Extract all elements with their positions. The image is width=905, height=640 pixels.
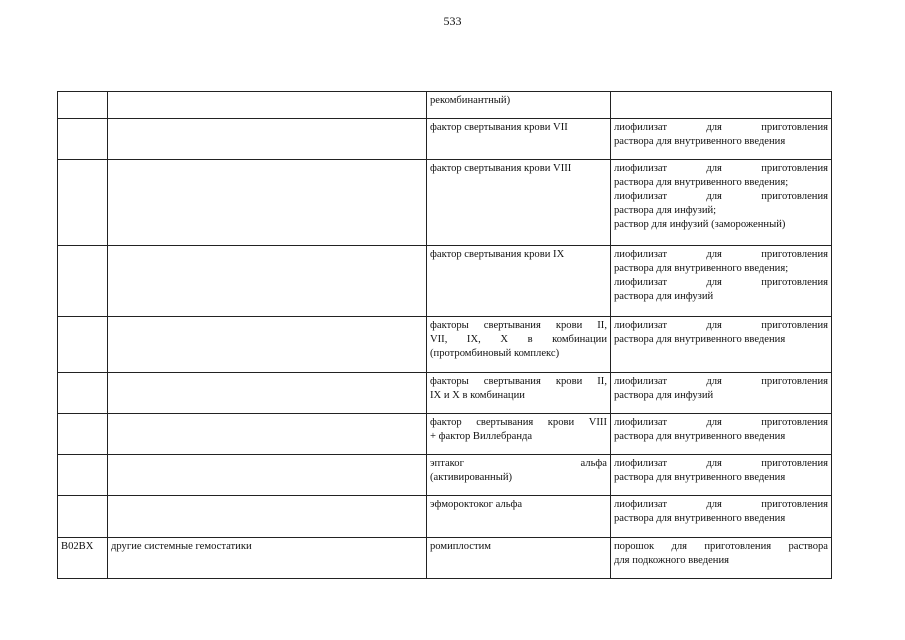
anatomical-group-cell xyxy=(108,373,427,414)
drug-name-cell xyxy=(427,455,611,496)
dosage-form-line: лиофилизат для приготовления xyxy=(614,249,828,260)
table-row xyxy=(58,92,832,119)
dosage-form-line: раствора для внутривенного введения xyxy=(614,431,786,442)
table-row xyxy=(58,496,832,538)
drug-name-line: (активированный) xyxy=(430,472,513,483)
table-row xyxy=(58,317,832,373)
drug-name-line: VII, IX, X в комбинации xyxy=(430,334,607,345)
dosage-form-cell xyxy=(611,496,832,538)
drug-name-line: эптаког альфа xyxy=(430,458,607,469)
anatomical-group-cell xyxy=(108,496,427,538)
table-row xyxy=(58,538,832,579)
anatomical-group-cell: другие системные гемостатики xyxy=(108,538,427,579)
dosage-form-line: раствора для внутривенного введения; xyxy=(614,263,789,274)
dosage-form-line: раствора для внутривенного введения xyxy=(614,136,786,147)
drug-name-cell xyxy=(427,538,611,579)
table-row xyxy=(58,119,832,160)
dosage-form-cell xyxy=(611,92,832,119)
drug-name-line: фактор свертывания крови VIII xyxy=(430,163,572,174)
atc-code-cell xyxy=(58,455,108,496)
anatomical-group-cell xyxy=(108,92,427,119)
anatomical-group-cell xyxy=(108,414,427,455)
table-body xyxy=(58,92,832,579)
dosage-form-cell xyxy=(611,317,832,373)
dosage-form-cell xyxy=(611,119,832,160)
drug-name-line: факторы свертывания крови II, xyxy=(430,320,607,331)
anatomical-group-cell xyxy=(108,160,427,246)
table-row xyxy=(58,414,832,455)
drug-name-line: + фактор Виллебранда xyxy=(430,431,533,442)
dosage-form-line: лиофилизат для приготовления xyxy=(614,122,828,133)
atc-code-cell: B02BX xyxy=(58,538,108,579)
dosage-form-line: лиофилизат для приготовления xyxy=(614,376,828,387)
drug-name-cell xyxy=(427,246,611,317)
dosage-form-cell xyxy=(611,160,832,246)
table-row xyxy=(58,160,832,246)
drug-name-cell xyxy=(427,92,611,119)
drug-name-cell xyxy=(427,414,611,455)
atc-code-cell xyxy=(58,373,108,414)
dosage-form-line: лиофилизат для приготовления xyxy=(614,417,828,428)
atc-code-cell xyxy=(58,414,108,455)
drug-name-line: фактор свертывания крови IX xyxy=(430,249,565,260)
dosage-form-line: лиофилизат для приготовления xyxy=(614,320,828,331)
dosage-form-line: лиофилизат для приготовления xyxy=(614,191,828,202)
dosage-form-line: лиофилизат для приготовления xyxy=(614,458,828,469)
dosage-form-cell xyxy=(611,373,832,414)
drug-name-cell xyxy=(427,119,611,160)
drug-name-line: ромиплостим xyxy=(430,541,491,552)
drug-name-line: факторы свертывания крови II, xyxy=(430,376,607,387)
atc-code-cell xyxy=(58,496,108,538)
dosage-form-line: лиофилизат для приготовления xyxy=(614,163,828,174)
dosage-form-line: раствора для внутривенного введения xyxy=(614,513,786,524)
drug-name-line: IX и X в комбинации xyxy=(430,390,525,401)
table-row xyxy=(58,373,832,414)
drug-name-cell xyxy=(427,160,611,246)
anatomical-group-cell xyxy=(108,246,427,317)
dosage-form-line: раствор для инфузий (замороженный) xyxy=(614,219,786,230)
anatomical-group-cell xyxy=(108,317,427,373)
drug-name-line: рекомбинантный) xyxy=(430,95,511,106)
dosage-form-cell xyxy=(611,414,832,455)
drug-table xyxy=(57,91,832,579)
page-number: 533 xyxy=(443,14,462,28)
drug-name-line: (протромбиновый комплекс) xyxy=(430,348,560,359)
drug-name-line: фактор свертывания крови VIII xyxy=(430,417,607,428)
table-row xyxy=(58,455,832,496)
atc-code-cell xyxy=(58,92,108,119)
dosage-form-cell xyxy=(611,246,832,317)
atc-code-cell xyxy=(58,246,108,317)
dosage-form-line: лиофилизат для приготовления xyxy=(614,277,828,288)
drug-name-cell xyxy=(427,496,611,538)
atc-code-cell xyxy=(58,160,108,246)
dosage-form-cell xyxy=(611,455,832,496)
dosage-form-cell xyxy=(611,538,832,579)
drug-name-cell xyxy=(427,373,611,414)
dosage-form-line: раствора для внутривенного введения; xyxy=(614,177,789,188)
dosage-form-line: раствора для внутривенного введения xyxy=(614,472,786,483)
dosage-form-line: порошок для приготовления раствора xyxy=(614,541,828,552)
dosage-form-line: раствора для инфузий xyxy=(614,390,714,401)
dosage-form-line: лиофилизат для приготовления xyxy=(614,499,828,510)
drug-name-cell xyxy=(427,317,611,373)
drug-name-line: фактор свертывания крови VII xyxy=(430,122,568,133)
anatomical-group-cell xyxy=(108,119,427,160)
drug-name-line: эфмороктоког альфа xyxy=(430,499,523,510)
atc-code-cell xyxy=(58,317,108,373)
atc-code-cell xyxy=(58,119,108,160)
dosage-form-line: раствора для инфузий xyxy=(614,291,714,302)
dosage-form-line: раствора для инфузий; xyxy=(614,205,717,216)
dosage-form-line: раствора для внутривенного введения xyxy=(614,334,786,345)
table-row xyxy=(58,246,832,317)
anatomical-group-cell xyxy=(108,455,427,496)
dosage-form-line: для подкожного введения xyxy=(614,555,730,566)
